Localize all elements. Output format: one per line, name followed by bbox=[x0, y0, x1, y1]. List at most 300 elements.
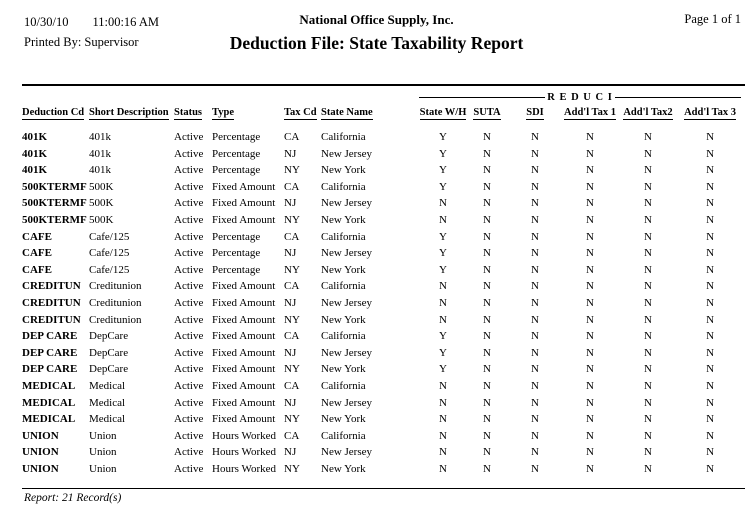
report-title: Deduction File: State Taxability Report bbox=[229, 33, 524, 53]
table-row bbox=[22, 162, 741, 179]
cell: Fixed Amount bbox=[212, 413, 276, 426]
cell: N bbox=[483, 263, 491, 276]
cell: N bbox=[586, 413, 594, 426]
cell: N bbox=[706, 346, 715, 359]
cell: New Jersey bbox=[321, 147, 373, 160]
cell: Fixed Amount bbox=[212, 213, 276, 226]
cell: Active bbox=[174, 313, 204, 326]
cell: Medical bbox=[89, 396, 126, 409]
cell: N bbox=[586, 396, 594, 409]
cell: Cafe/125 bbox=[89, 230, 130, 243]
cell: Active bbox=[174, 164, 204, 177]
company-name: National Office Supply, Inc. bbox=[299, 12, 454, 27]
cell: 500KTERMF bbox=[22, 180, 87, 193]
cell: 401k bbox=[89, 164, 111, 177]
table-row bbox=[22, 411, 741, 428]
cell: CA bbox=[284, 429, 300, 442]
cell: N bbox=[706, 197, 715, 210]
cell: Percentage bbox=[212, 263, 261, 276]
table-row bbox=[22, 378, 741, 395]
cell: N bbox=[483, 346, 491, 359]
cell: N bbox=[531, 247, 539, 260]
cell: N bbox=[531, 313, 539, 326]
cell: NY bbox=[284, 164, 300, 177]
cell: DepCare bbox=[89, 346, 129, 359]
cell: Hours Worked bbox=[212, 429, 276, 442]
cell: California bbox=[321, 180, 366, 193]
cell: Y bbox=[439, 164, 447, 177]
deduction-table bbox=[22, 92, 741, 477]
cell: DepCare bbox=[89, 330, 129, 343]
cell: California bbox=[321, 379, 366, 392]
cell: 500K bbox=[89, 213, 114, 226]
cell: Hours Worked bbox=[212, 446, 276, 459]
cell: N bbox=[706, 131, 715, 143]
cell: N bbox=[439, 296, 447, 309]
cell: UNION bbox=[22, 446, 59, 459]
cell: N bbox=[531, 213, 539, 226]
cell: CREDITUN bbox=[22, 280, 81, 293]
cell: Active bbox=[174, 213, 204, 226]
cell: N bbox=[586, 180, 594, 193]
table-row bbox=[22, 444, 741, 461]
cell: N bbox=[706, 180, 715, 193]
cell: Active bbox=[174, 197, 204, 210]
cell: Cafe/125 bbox=[89, 247, 130, 260]
cell: N bbox=[644, 164, 652, 177]
cell: Fixed Amount bbox=[212, 280, 276, 293]
cell: N bbox=[706, 296, 715, 309]
cell: N bbox=[706, 313, 715, 326]
cell: Active bbox=[174, 296, 204, 309]
cell: N bbox=[644, 247, 652, 260]
cell: N bbox=[644, 280, 652, 293]
cell: Fixed Amount bbox=[212, 396, 276, 409]
cell: N bbox=[706, 330, 715, 343]
cell: NJ bbox=[284, 346, 297, 359]
table-row bbox=[22, 345, 741, 362]
cell: Active bbox=[174, 247, 204, 260]
cell: Active bbox=[174, 396, 204, 409]
cell: N bbox=[483, 379, 491, 392]
table-row bbox=[22, 229, 741, 246]
cell: N bbox=[531, 147, 539, 160]
cell: N bbox=[531, 330, 539, 343]
col-header-short-description: Short Description bbox=[89, 107, 169, 118]
cell: CA bbox=[284, 131, 300, 143]
cell: California bbox=[321, 131, 366, 143]
cell: Active bbox=[174, 180, 204, 193]
cell: N bbox=[706, 230, 715, 243]
cell: N bbox=[439, 446, 447, 459]
cell: UNION bbox=[22, 429, 59, 442]
cell: N bbox=[586, 330, 594, 343]
cell: Percentage bbox=[212, 247, 261, 260]
cell: Percentage bbox=[212, 147, 261, 160]
table-row bbox=[22, 278, 741, 295]
cell: Hours Worked bbox=[212, 462, 276, 475]
cell: N bbox=[644, 147, 652, 160]
cell: Active bbox=[174, 379, 204, 392]
cell: N bbox=[483, 197, 491, 210]
cell: New York bbox=[321, 164, 366, 177]
cell: Medical bbox=[89, 413, 126, 426]
cell: New Jersey bbox=[321, 197, 373, 210]
cell: New Jersey bbox=[321, 247, 373, 260]
print-date: 10/30/10 bbox=[24, 15, 69, 29]
cell: Y bbox=[439, 147, 447, 160]
cell: N bbox=[483, 230, 491, 243]
cell: N bbox=[531, 263, 539, 276]
cell: N bbox=[706, 147, 715, 160]
cell: N bbox=[586, 462, 594, 475]
cell: N bbox=[586, 263, 594, 276]
cell: Creditunion bbox=[89, 313, 142, 326]
cell: Y bbox=[439, 131, 447, 143]
cell: 500KTERMF bbox=[22, 213, 87, 226]
cell: Creditunion bbox=[89, 280, 142, 293]
cell: N bbox=[706, 413, 715, 426]
cell: N bbox=[439, 396, 447, 409]
cell: NJ bbox=[284, 247, 297, 260]
group-header-row bbox=[22, 92, 741, 107]
cell: Y bbox=[439, 263, 447, 276]
cell: MEDICAL bbox=[22, 379, 76, 392]
cell: N bbox=[644, 263, 652, 276]
table-row bbox=[22, 262, 741, 279]
cell: N bbox=[483, 131, 491, 143]
cell: California bbox=[321, 230, 366, 243]
cell: N bbox=[483, 396, 491, 409]
cell: NJ bbox=[284, 147, 297, 160]
cell: N bbox=[586, 280, 594, 293]
table-row bbox=[22, 179, 741, 196]
cell: N bbox=[531, 197, 539, 210]
cell: 401k bbox=[89, 131, 111, 143]
cell: NJ bbox=[284, 197, 297, 210]
cell: N bbox=[644, 396, 652, 409]
cell: New York bbox=[321, 413, 366, 426]
cell: N bbox=[483, 446, 491, 459]
table-row bbox=[22, 328, 741, 345]
cell: MEDICAL bbox=[22, 396, 76, 409]
cell: Medical bbox=[89, 379, 126, 392]
cell: N bbox=[439, 462, 447, 475]
cell: New York bbox=[321, 313, 366, 326]
table-row bbox=[22, 212, 741, 229]
cell: MEDICAL bbox=[22, 413, 76, 426]
cell: N bbox=[531, 280, 539, 293]
cell: CA bbox=[284, 379, 300, 392]
cell: N bbox=[439, 379, 447, 392]
cell: N bbox=[531, 296, 539, 309]
cell: N bbox=[586, 363, 594, 376]
table-row bbox=[22, 461, 741, 478]
cell: N bbox=[483, 313, 491, 326]
cell: N bbox=[531, 230, 539, 243]
cell: Y bbox=[439, 230, 447, 243]
cell: DepCare bbox=[89, 363, 129, 376]
page-number: Page 1 of 1 bbox=[684, 12, 741, 26]
cell: New Jersey bbox=[321, 396, 373, 409]
cell: Y bbox=[439, 330, 447, 343]
col-header-state-wh: State W/H bbox=[419, 107, 467, 118]
cell: Active bbox=[174, 330, 204, 343]
reduci-bracket bbox=[419, 92, 741, 103]
cell: N bbox=[531, 363, 539, 376]
cell: Y bbox=[439, 346, 447, 359]
cell: N bbox=[531, 346, 539, 359]
cell: Active bbox=[174, 346, 204, 359]
cell: N bbox=[586, 313, 594, 326]
cell: CA bbox=[284, 330, 300, 343]
cell: CAFE bbox=[22, 247, 52, 260]
col-header-deduction-cd: Deduction Cd bbox=[22, 107, 85, 118]
cell: CAFE bbox=[22, 230, 52, 243]
cell: Active bbox=[174, 230, 204, 243]
cell: N bbox=[644, 180, 652, 193]
cell: 500KTERMF bbox=[22, 197, 87, 210]
cell: Percentage bbox=[212, 230, 261, 243]
cell: N bbox=[644, 379, 652, 392]
cell: California bbox=[321, 280, 366, 293]
cell: 500K bbox=[89, 180, 114, 193]
cell: N bbox=[483, 413, 491, 426]
cell: California bbox=[321, 429, 366, 442]
cell: New York bbox=[321, 363, 366, 376]
cell: N bbox=[483, 280, 491, 293]
cell: NY bbox=[284, 413, 300, 426]
record-count: Report: 21 Record(s) bbox=[24, 492, 122, 504]
col-header-type: Type bbox=[212, 107, 234, 118]
cell: N bbox=[586, 429, 594, 442]
cell: N bbox=[483, 363, 491, 376]
cell: NJ bbox=[284, 396, 297, 409]
cell: Fixed Amount bbox=[212, 197, 276, 210]
cell: N bbox=[439, 197, 447, 210]
cell: N bbox=[586, 213, 594, 226]
cell: Cafe/125 bbox=[89, 263, 130, 276]
header-divider bbox=[22, 84, 745, 86]
cell: DEP CARE bbox=[22, 363, 78, 376]
report-heading bbox=[0, 12, 753, 54]
bracket-line-left bbox=[419, 97, 545, 98]
cell: Active bbox=[174, 280, 204, 293]
cell: Active bbox=[174, 147, 204, 160]
cell: N bbox=[531, 413, 539, 426]
cell: N bbox=[439, 413, 447, 426]
col-header-addl-tax-3: Add'l Tax 3 bbox=[684, 107, 737, 118]
cell: Fixed Amount bbox=[212, 296, 276, 309]
cell: NY bbox=[284, 263, 300, 276]
cell: N bbox=[586, 379, 594, 392]
cell: N bbox=[644, 413, 652, 426]
cell: Fixed Amount bbox=[212, 379, 276, 392]
cell: N bbox=[531, 131, 539, 143]
cell: Union bbox=[89, 446, 117, 459]
cell: N bbox=[439, 429, 447, 442]
cell: N bbox=[706, 280, 715, 293]
cell: N bbox=[483, 180, 491, 193]
cell: Active bbox=[174, 413, 204, 426]
cell: N bbox=[531, 446, 539, 459]
cell: N bbox=[586, 247, 594, 260]
cell: Union bbox=[89, 429, 117, 442]
col-header-state-name: State Name bbox=[321, 107, 373, 118]
cell: CA bbox=[284, 230, 300, 243]
group-header-cell bbox=[419, 92, 741, 107]
table-row bbox=[22, 428, 741, 445]
cell: CAFE bbox=[22, 263, 52, 276]
printed-by: Printed By: Supervisor bbox=[24, 35, 139, 49]
cell: N bbox=[706, 213, 715, 226]
cell: N bbox=[586, 346, 594, 359]
cell: UNION bbox=[22, 462, 59, 475]
cell: Fixed Amount bbox=[212, 330, 276, 343]
cell: N bbox=[483, 147, 491, 160]
cell: N bbox=[586, 230, 594, 243]
cell: N bbox=[586, 446, 594, 459]
bracket-line-right bbox=[615, 97, 741, 98]
cell: Active bbox=[174, 429, 204, 442]
cell: N bbox=[483, 429, 491, 442]
cell: N bbox=[483, 247, 491, 260]
cell: Y bbox=[439, 180, 447, 193]
cell: N bbox=[439, 213, 447, 226]
cell: N bbox=[586, 164, 594, 177]
cell: Fixed Amount bbox=[212, 363, 276, 376]
cell: 401K bbox=[22, 131, 48, 143]
table-body bbox=[22, 129, 741, 477]
cell: N bbox=[644, 197, 652, 210]
cell: N bbox=[706, 164, 715, 177]
cell: Y bbox=[439, 363, 447, 376]
cell: N bbox=[706, 429, 715, 442]
cell: N bbox=[644, 313, 652, 326]
cell: N bbox=[483, 164, 491, 177]
cell: NY bbox=[284, 462, 300, 475]
cell: N bbox=[644, 363, 652, 376]
cell: N bbox=[644, 346, 652, 359]
cell: CREDITUN bbox=[22, 313, 81, 326]
cell: 500K bbox=[89, 197, 114, 210]
cell: Percentage bbox=[212, 164, 261, 177]
cell: N bbox=[644, 446, 652, 459]
cell: N bbox=[483, 330, 491, 343]
cell: Active bbox=[174, 462, 204, 475]
cell: N bbox=[706, 247, 715, 260]
cell: Fixed Amount bbox=[212, 346, 276, 359]
cell: N bbox=[531, 164, 539, 177]
table-row bbox=[22, 295, 741, 312]
table-row bbox=[22, 146, 741, 163]
cell: CREDITUN bbox=[22, 296, 81, 309]
cell: N bbox=[644, 296, 652, 309]
table-row bbox=[22, 361, 741, 378]
cell: N bbox=[531, 180, 539, 193]
cell: Active bbox=[174, 263, 204, 276]
cell: New Jersey bbox=[321, 446, 373, 459]
col-header-tax-cd: Tax Cd bbox=[284, 107, 317, 118]
cell: N bbox=[706, 263, 715, 276]
table-row bbox=[22, 129, 741, 146]
cell: Fixed Amount bbox=[212, 180, 276, 193]
cell: CA bbox=[284, 280, 300, 293]
column-header-row bbox=[22, 107, 741, 129]
cell: Union bbox=[89, 462, 117, 475]
footer-divider bbox=[22, 488, 745, 489]
cell: NJ bbox=[284, 296, 297, 309]
cell: N bbox=[586, 131, 594, 143]
cell: N bbox=[706, 446, 715, 459]
cell: Creditunion bbox=[89, 296, 142, 309]
col-header-addl-tax-2: Add'l Tax2 bbox=[623, 107, 673, 118]
cell: N bbox=[531, 429, 539, 442]
cell: N bbox=[483, 296, 491, 309]
cell: New York bbox=[321, 462, 366, 475]
table-row bbox=[22, 395, 741, 412]
col-header-addl-tax-1: Add'l Tax 1 bbox=[564, 107, 616, 118]
cell: Fixed Amount bbox=[212, 313, 276, 326]
cell: N bbox=[483, 213, 491, 226]
cell: NJ bbox=[284, 446, 297, 459]
cell: Active bbox=[174, 363, 204, 376]
cell: N bbox=[706, 379, 715, 392]
cell: NY bbox=[284, 213, 300, 226]
cell: N bbox=[644, 462, 652, 475]
cell: N bbox=[706, 462, 715, 475]
cell: 401k bbox=[89, 147, 111, 160]
cell: CA bbox=[284, 180, 300, 193]
cell: N bbox=[706, 396, 715, 409]
cell: New Jersey bbox=[321, 346, 373, 359]
group-header-spacer bbox=[22, 92, 419, 107]
col-header-status: Status bbox=[174, 107, 203, 118]
cell: New York bbox=[321, 263, 366, 276]
cell: N bbox=[644, 429, 652, 442]
cell: N bbox=[439, 280, 447, 293]
cell: N bbox=[586, 197, 594, 210]
cell: N bbox=[586, 296, 594, 309]
cell: Active bbox=[174, 131, 204, 143]
cell: Y bbox=[439, 247, 447, 260]
cell: N bbox=[644, 131, 652, 143]
cell: N bbox=[483, 462, 491, 475]
cell: N bbox=[706, 363, 715, 376]
cell: NY bbox=[284, 363, 300, 376]
col-header-suta: SUTA bbox=[473, 107, 501, 118]
cell: N bbox=[644, 230, 652, 243]
group-header-label: R E D U C I bbox=[547, 92, 613, 103]
cell: DEP CARE bbox=[22, 346, 78, 359]
cell: N bbox=[586, 147, 594, 160]
cell: N bbox=[439, 313, 447, 326]
cell: N bbox=[644, 330, 652, 343]
cell: DEP CARE bbox=[22, 330, 78, 343]
table-row bbox=[22, 245, 741, 262]
cell: N bbox=[531, 462, 539, 475]
cell: NY bbox=[284, 313, 300, 326]
table-row bbox=[22, 195, 741, 212]
print-time: 11:00:16 AM bbox=[92, 15, 160, 29]
cell: Percentage bbox=[212, 131, 261, 143]
cell: N bbox=[531, 379, 539, 392]
cell: N bbox=[644, 213, 652, 226]
cell: California bbox=[321, 330, 366, 343]
cell: 401K bbox=[22, 147, 48, 160]
cell: 401K bbox=[22, 164, 48, 177]
table-row bbox=[22, 312, 741, 329]
